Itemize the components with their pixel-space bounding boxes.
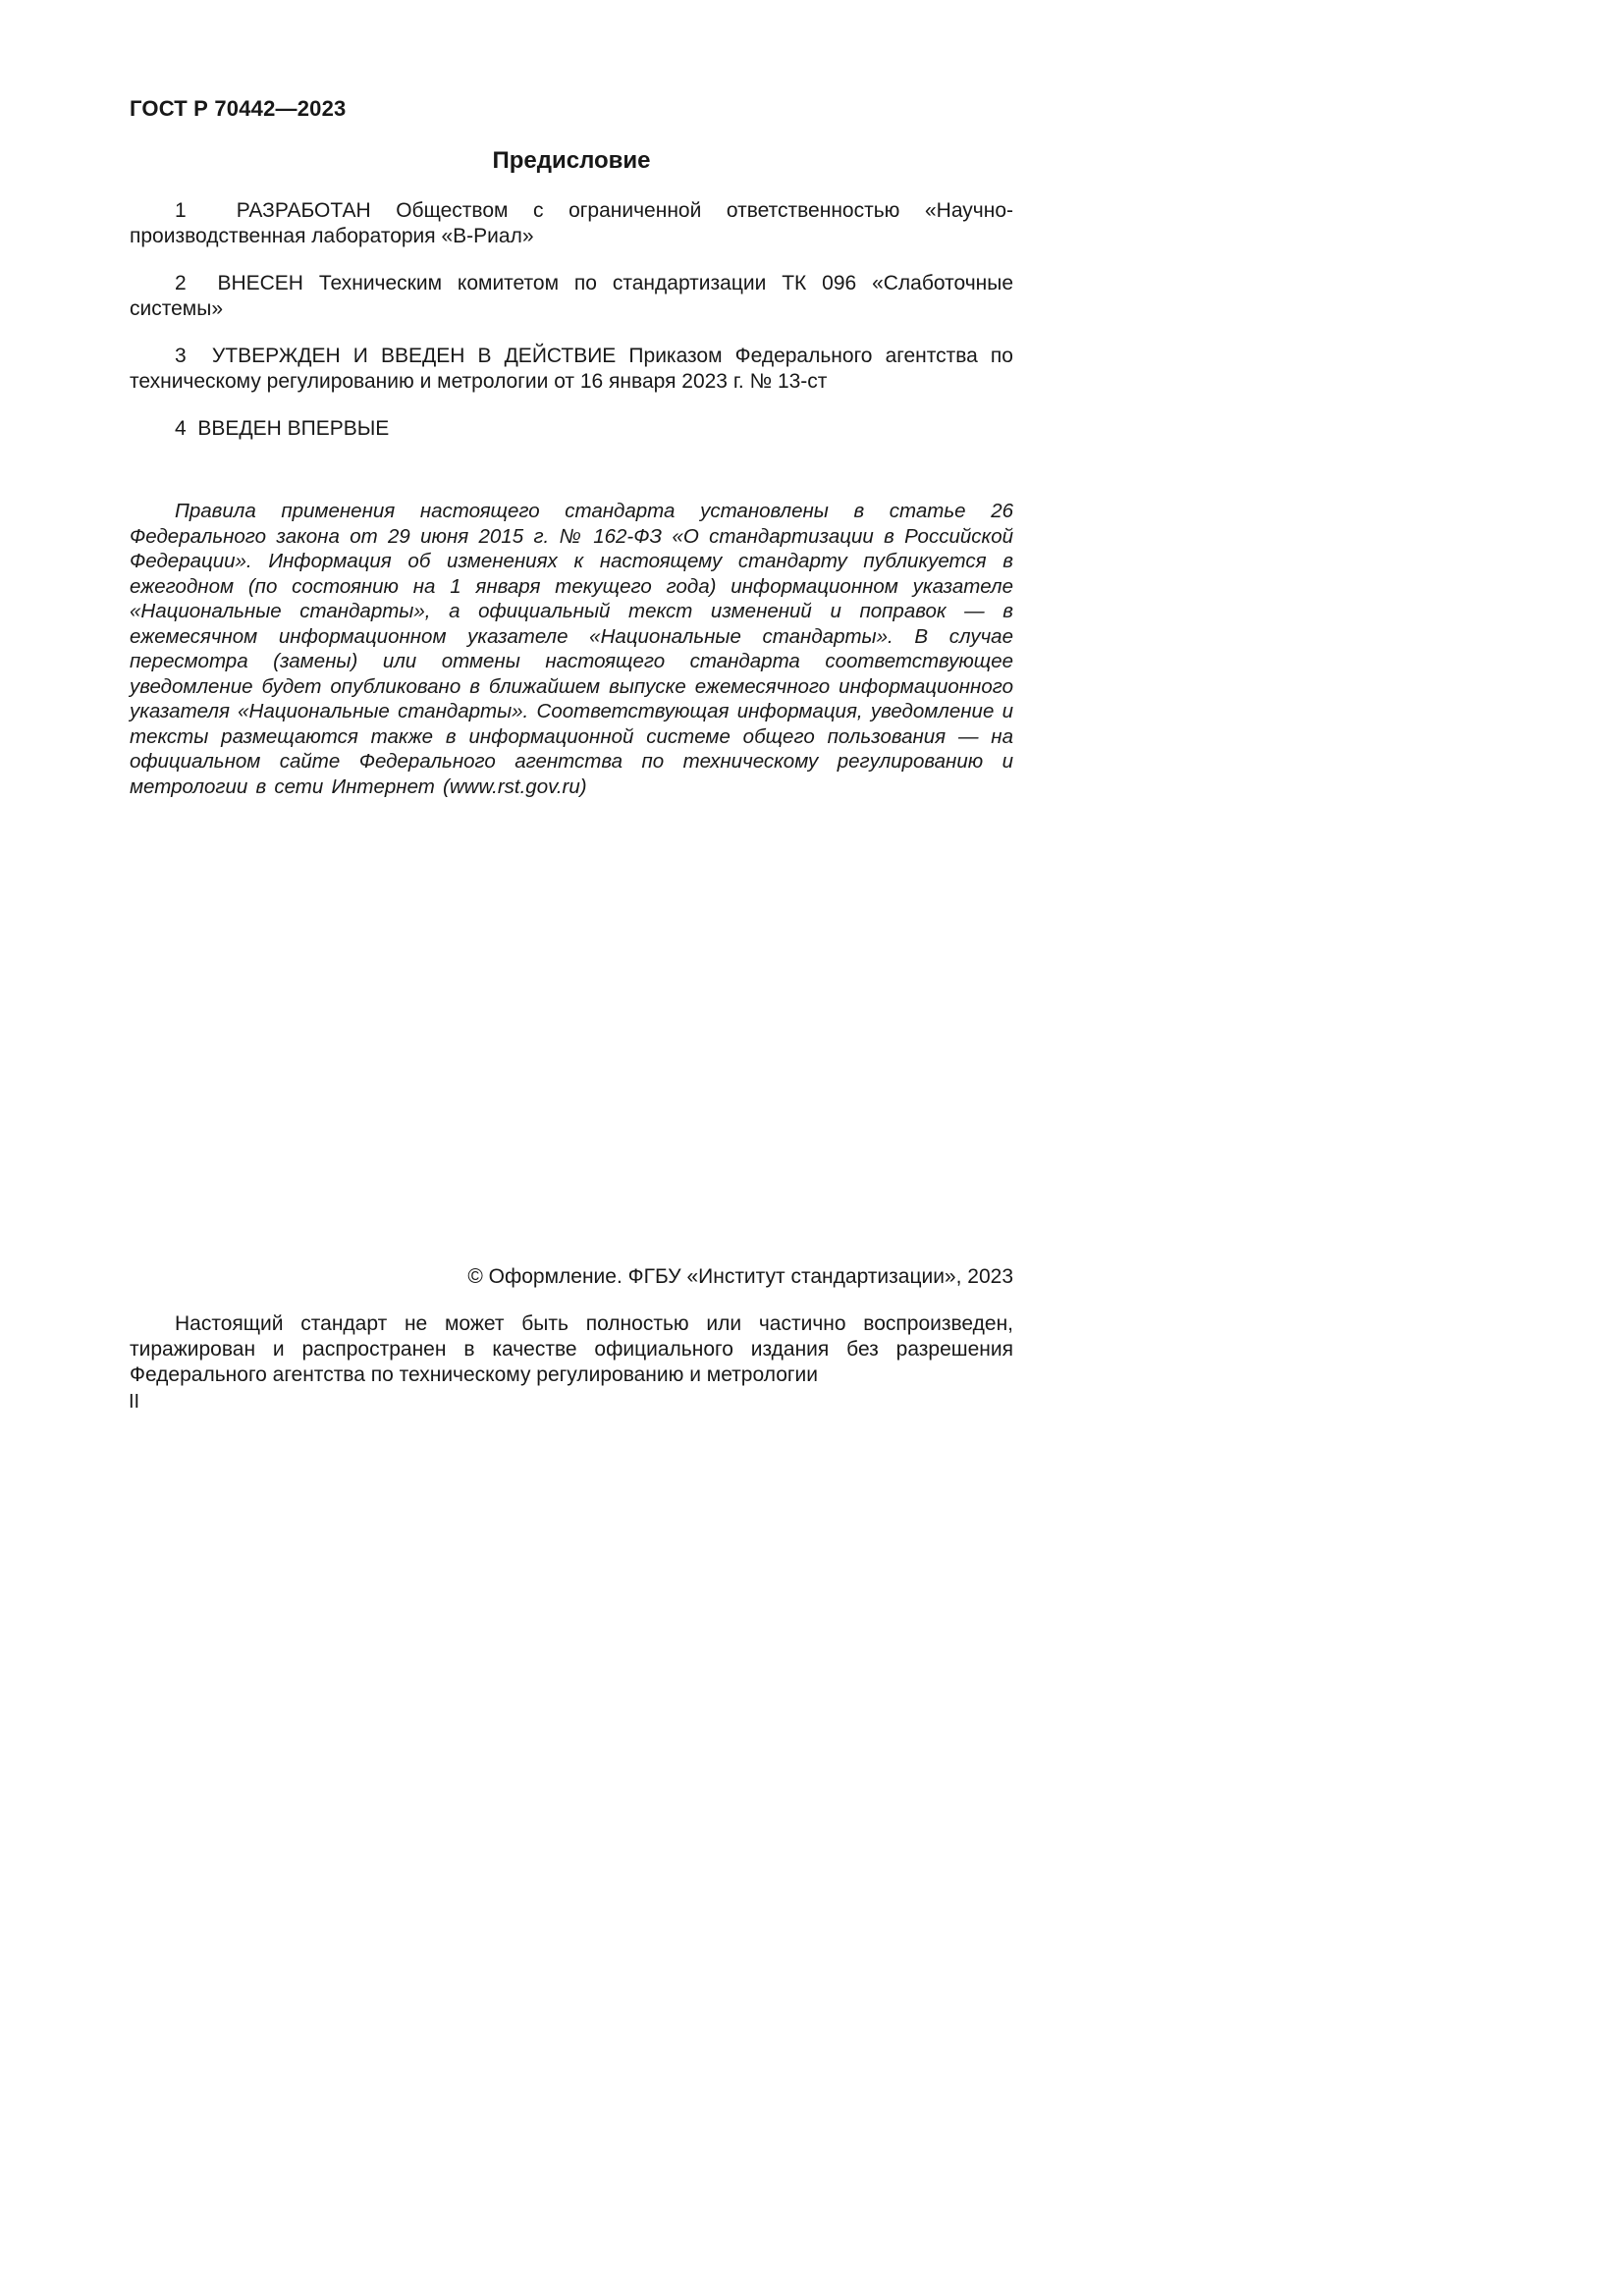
copyright-line: © Оформление. ФГБУ «Институт стандартизации», 2023 xyxy=(467,1265,1013,1288)
doc-code: ГОСТ Р 70442—2023 xyxy=(130,96,347,121)
foreword-item-submitted: 2 ВНЕСЕН Техническим комитетом по стандартизации ТК 096 «Слаботочные системы» xyxy=(130,272,1013,320)
page-number: II xyxy=(129,1391,140,1413)
page-content xyxy=(130,96,1013,799)
foreword-item-approved: 3 УТВЕРЖДЕН И ВВЕДЕН В ДЕЙСТВИЕ Приказом Федерального агентства по техническому регулированию и метрологии от 16 января 2023 г. № 13-ст xyxy=(130,345,1013,393)
legal-notice: Правила применения настоящего стандарта установлены в статье 26 Федерального закона от 29 июня 2015 г. № 162-ФЗ «О стандартизации в Российской Федерации». Информация об изменениях к настоящему стандарту публикуется в ежегодном (по состоянию на 1 января текущего года) информационном указателе «Национальные стандарты», а официальный текст изменений и поправок — в ежемесячном информационном указателе «Национальные стандарты». В случае пересмотра (замены) или отмены настоящего стандарта соответствующее уведомление будет опубликовано в ближайшем выпуске ежемесячного информационного указателя «Национальные стандарты». Соответствующая информация, уведомление и тексты размещаются также в информационной системе общего пользования — на официальном сайте Федерального агентства по техническому регулированию и метрологии в сети Интернет (www.rst.gov.ru) xyxy=(130,500,1013,798)
foreword-item-introduced: 4 ВВЕДЕН ВПЕРВЫЕ xyxy=(175,417,390,440)
page-title: Предисловие xyxy=(492,147,651,174)
foreword-item-developed: 1 РАЗРАБОТАН Обществом с ограниченной ответственностью «Научно-производственная лаборатория «В-Риал» xyxy=(130,199,1013,247)
reproduction-notice: Настоящий стандарт не может быть полностью или частично воспроизведен, тиражирован и распространен в качестве официального издания без разрешения Федерального агентства по техническому регулированию и метрологии xyxy=(130,1312,1013,1386)
